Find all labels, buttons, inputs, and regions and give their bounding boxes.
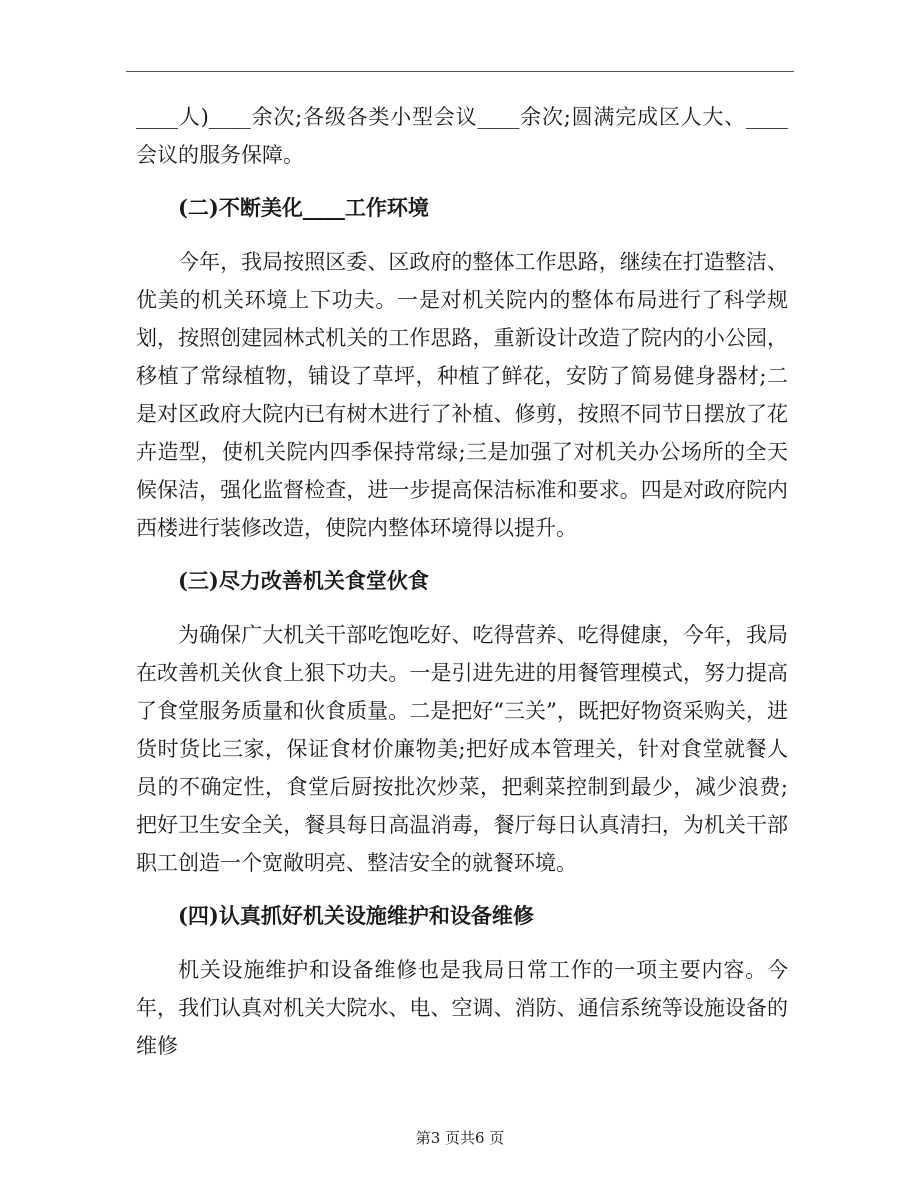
heading-section-3: (三)尽力改善机关食堂伙食 bbox=[178, 568, 429, 593]
paragraph-maintenance: 机关设施维护和设备维修也是我局日常工作的一项主要内容。今年，我们认真对机关大院水、电、空调、消防、通信系统等设施设备的维修 bbox=[136, 958, 788, 1058]
heading-section-2: (二)不断美化____工作环境 bbox=[178, 195, 429, 220]
page-footer: 第3 页共6 页 bbox=[415, 1129, 505, 1147]
paragraph-canteen: 为确保广大机关干部吃饱吃好、吃得营养、吃得健康，今年，我局在改善机关伙食上狠下功夫。一是引进先进的用餐管理模式，努力提高了食堂服务质量和伙食质量。二是把好“三关”，既把好物资采购关，进货时货比三家，保证食材价廉物美;把好成本管理关，针对食堂就餐人员的不确定性，食堂后厨按批次炒菜，把剩菜控制到最少，减少浪费;把好卫生安全关，餐具每日高温消毒，餐厅每日认真清扫，为机关干部职工创造一个宽敞明亮、整洁安全的就餐环境。 bbox=[136, 623, 788, 875]
document-body bbox=[136, 98, 788, 1065]
paragraph-meeting-stats: ____人)____余次;各级各类小型会议____余次;圆满完成区人大、____会议的服务保障。 bbox=[136, 105, 788, 167]
paragraph-environment: 今年，我局按照区委、区政府的整体工作思路，继续在打造整洁、优美的机关环境上下功夫。一是对机关院内的整体布局进行了科学规划，按照创建园林式机关的工作思路，重新设计改造了院内的小公园，移植了常绿植物，铺设了草坪，种植了鲜花，安防了简易健身器材;二是对区政府大院内已有树木进行了补植、修剪，按照不同节日摆放了花卉造型，使机关院内四季保持常绿;三是加强了对机关办公场所的全天候保洁，强化监督检查，进一步提高保洁标准和要求。四是对政府院内西楼进行装修改造，使院内整体环境得以提升。 bbox=[136, 250, 788, 540]
header-rule bbox=[126, 71, 794, 72]
heading-section-4: (四)认真抓好机关设施维护和设备维修 bbox=[178, 903, 534, 928]
